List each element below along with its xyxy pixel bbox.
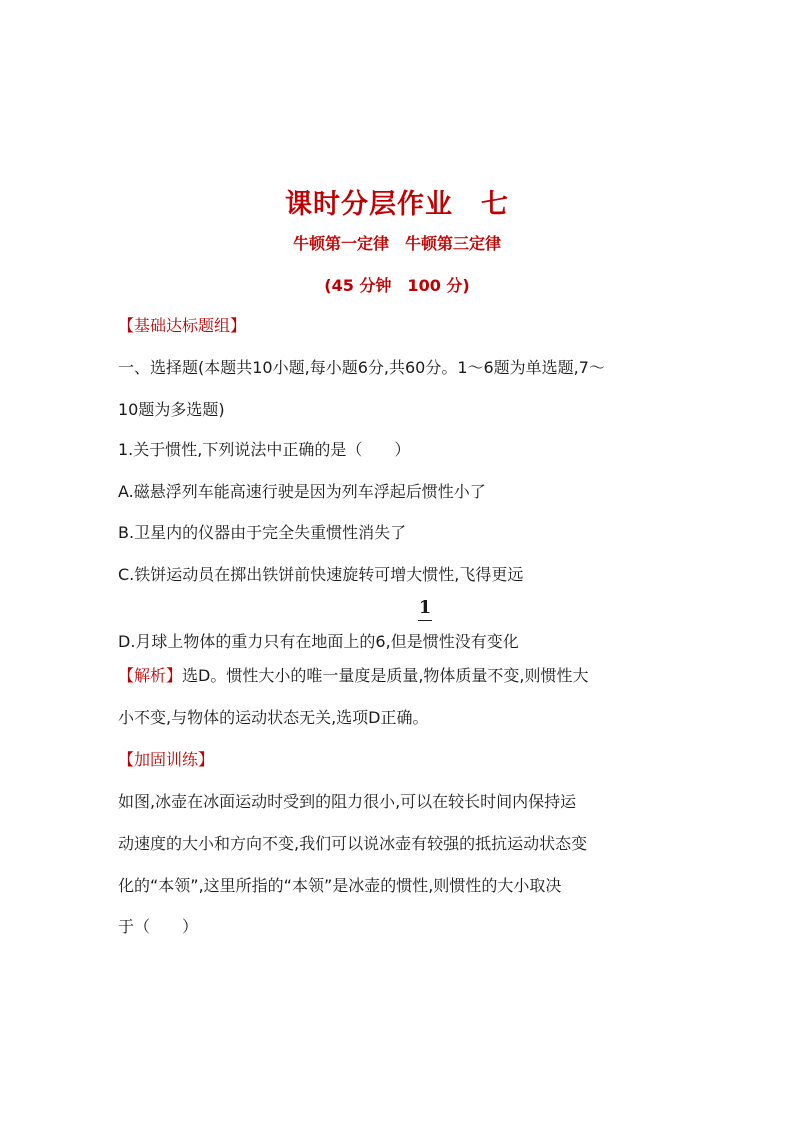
page-title: 课时分层作业 七 — [285, 189, 509, 220]
training-line-1: 如图,冰壶在冰面运动时受到的阻力很小,可以在较长时间内保持运 — [118, 792, 577, 811]
section-heading-basic: 【基础达标题组】 — [118, 316, 247, 335]
option-c: C.铁饼运动员在掷出铁饼前快速旋转可增大惯性,飞得更远 — [118, 565, 524, 584]
training-line-2: 动速度的大小和方向不变,我们可以说冰壶有较强的抵抗运动状态变 — [118, 834, 588, 853]
fraction-numerator: 1 — [418, 597, 432, 618]
option-d — [118, 632, 678, 652]
fraction-denominator: 6 — [375, 632, 386, 651]
option-d-text-before: D.月球上物体的重力只有在地面上的 — [118, 632, 376, 651]
training-line-4: 于（ ） — [118, 917, 199, 936]
question-1-stem: 1.关于惯性,下列说法中正确的是（ ） — [118, 440, 411, 459]
fraction-bar — [418, 620, 432, 621]
option-d-text-after: ,但是惯性没有变化 — [385, 632, 519, 651]
analysis-tag: 【解析】 — [118, 666, 183, 685]
analysis-line-2: 小不变,与物体的运动状态无关,选项D正确。 — [118, 708, 429, 727]
instructions-line-1: 一、选择题(本题共10小题,每小题6分,共60分。1～6题为单选题,7～ — [118, 358, 605, 377]
section-heading-training: 【加固训练】 — [118, 750, 215, 769]
instructions-line-2: 10题为多选题) — [118, 400, 225, 419]
training-line-3: 化的“本领”,这里所指的“本领”是冰壶的惯性,则惯性的大小取决 — [118, 876, 562, 895]
duration-score: (45 分钟 100 分) — [324, 276, 470, 295]
page-subtitle: 牛顿第一定律 牛顿第三定律 — [292, 234, 501, 253]
analysis-line-1 — [118, 666, 678, 686]
analysis-text-1: 选D。惯性大小的唯一量度是质量,物体质量不变,则惯性大 — [182, 666, 589, 685]
option-b: B.卫星内的仪器由于完全失重惯性消失了 — [118, 523, 407, 542]
option-a: A.磁悬浮列车能高速行驶是因为列车浮起后惯性小了 — [118, 482, 486, 501]
fraction-one-sixth — [418, 598, 432, 621]
